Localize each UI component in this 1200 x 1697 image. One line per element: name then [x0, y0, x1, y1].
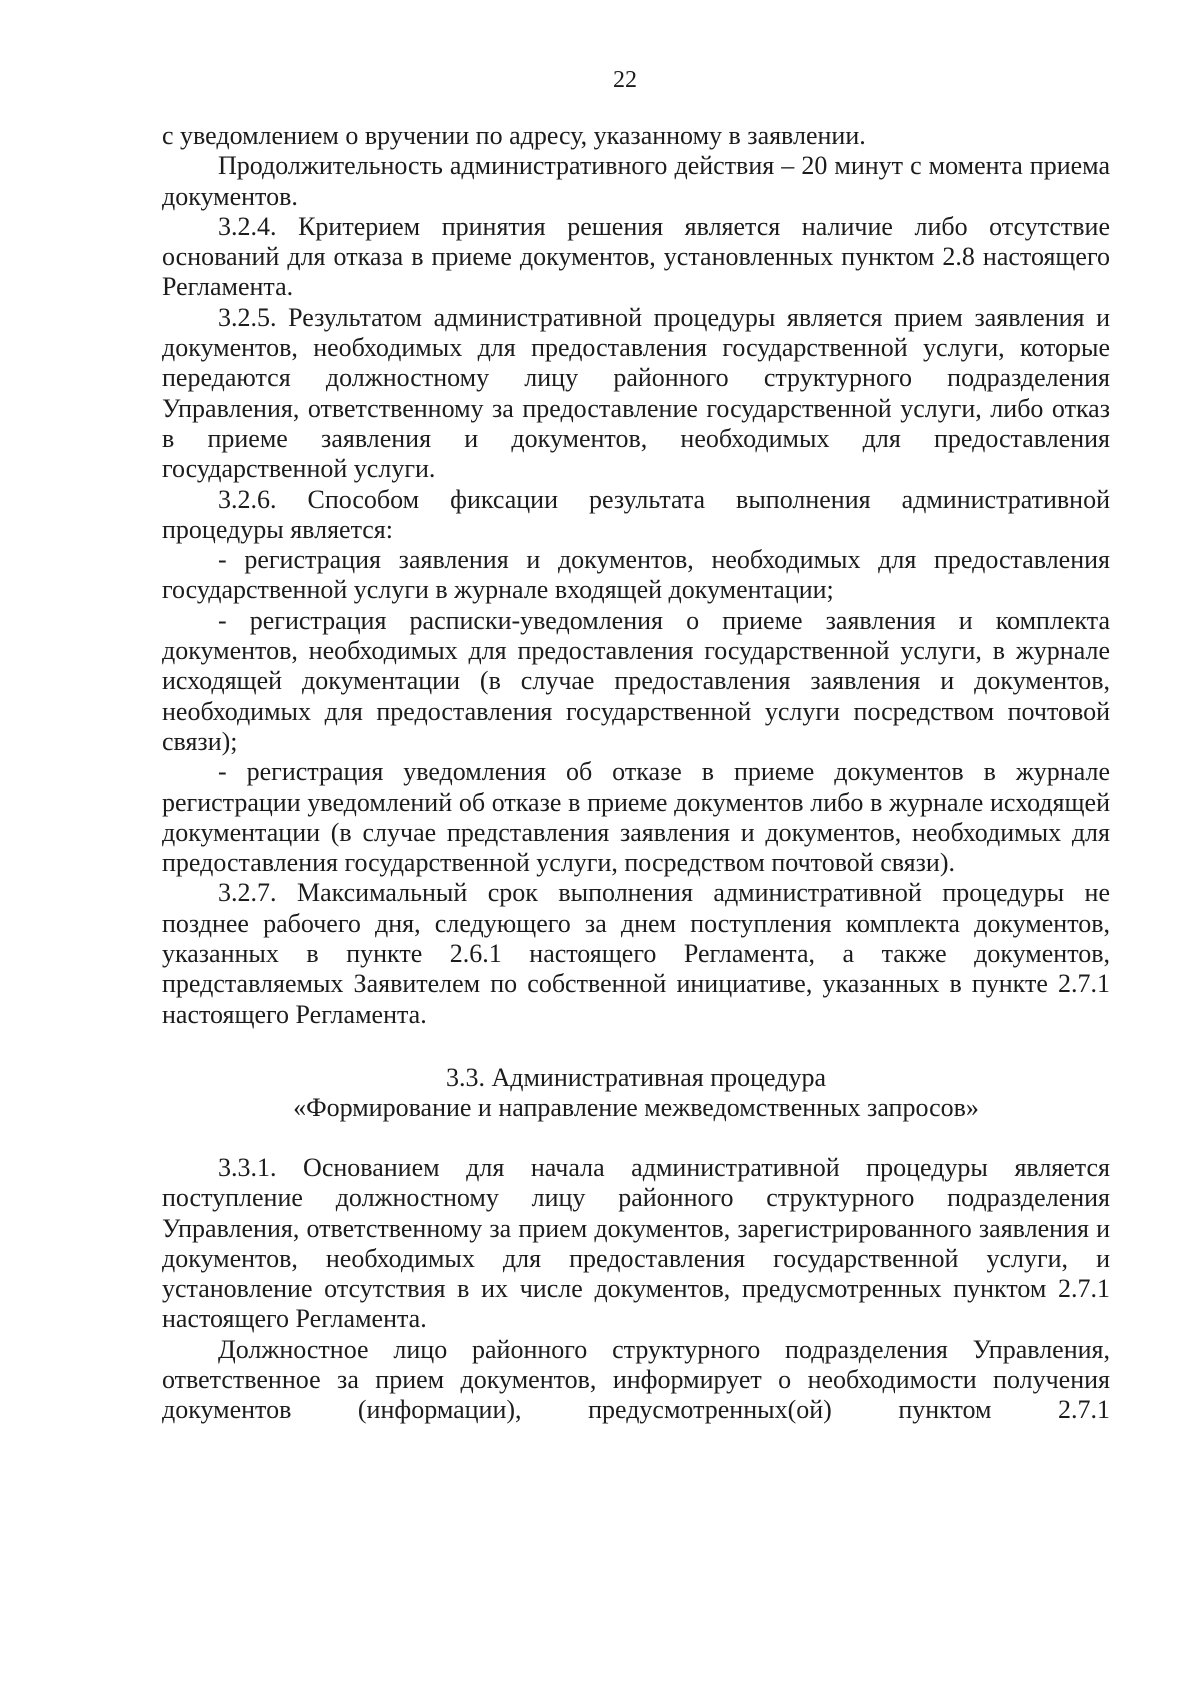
paragraph: 3.2.5. Результатом административной процедуры является прием заявления и документов, необходимых для предоставления государственной услуги, которые передаются должностному лицу районного структурного подразделения Управления, ответственному за предоставление государственной услуги, либо отказ в приеме заявления и документов, необходимых для предоставления государственной услуги.	[162, 302, 1110, 484]
list-item: - регистрация расписки-уведомления о приеме заявления и комплекта документов, необходимых для предоставления государственной услуги, в журнале исходящей документации (в случае предоставления заявления и документов, необходимых для предоставления государственной услуги посредством почтовой связи);	[162, 605, 1110, 756]
paragraph: с уведомлением о вручении по адресу, указанному в заявлении.	[162, 121, 866, 150]
paragraph: 3.2.4. Критерием принятия решения является наличие либо отсутствие оснований для отказа в приеме документов, установленных пунктом 2.8 настоящего Регламента.	[162, 211, 1110, 302]
page-number: 22	[613, 67, 637, 93]
section-heading-line: «Формирование и направление межведомственных запросов»	[293, 1092, 979, 1122]
section-heading	[162, 1063, 1110, 1123]
section-heading-line: 3.3. Административная процедура	[445, 1062, 827, 1092]
paragraph: 3.3.1. Основанием для начала административной процедуры является поступление должностному лицу районного структурного подразделения Управления, ответственному за прием документов, зарегистрированного заявления и документов, необходимых для предоставления государственной услуги, и установление отсутствия в их числе документов, предусмотренных пунктом 2.7.1 настоящего Регламента.	[162, 1152, 1110, 1334]
paragraph: Продолжительность административного действия – 20 минут с момента приема документов.	[162, 151, 1110, 211]
list-item: - регистрация заявления и документов, необходимых для предоставления государственной услуги в журнале входящей документации;	[162, 545, 1110, 605]
paragraph: 3.2.7. Максимальный срок выполнения административной процедуры не позднее рабочего дня, следующего за днем поступления комплекта документов, указанных в пункте 2.6.1 настоящего Регламента, а также документов, представляемых Заявителем по собственной инициативе, указанных в пункте 2.7.1 настоящего Регламента.	[162, 878, 1110, 1029]
document-body	[162, 121, 1110, 1426]
paragraph: 3.2.6. Способом фиксации результата выполнения административной процедуры является:	[162, 484, 1110, 544]
list-item: - регистрация уведомления об отказе в приеме документов в журнале регистрации уведомлений об отказе в приеме документов либо в журнале исходящей документации (в случае представления заявления и документов, необходимых для предоставления государственной услуги, посредством почтовой связи).	[162, 757, 1110, 878]
paragraph: Должностное лицо районного структурного подразделения Управления, ответственное за прием документов, информирует о необходимости получения документов (информации), предусмотренных(ой) пунктом 2.7.1	[162, 1334, 1110, 1425]
